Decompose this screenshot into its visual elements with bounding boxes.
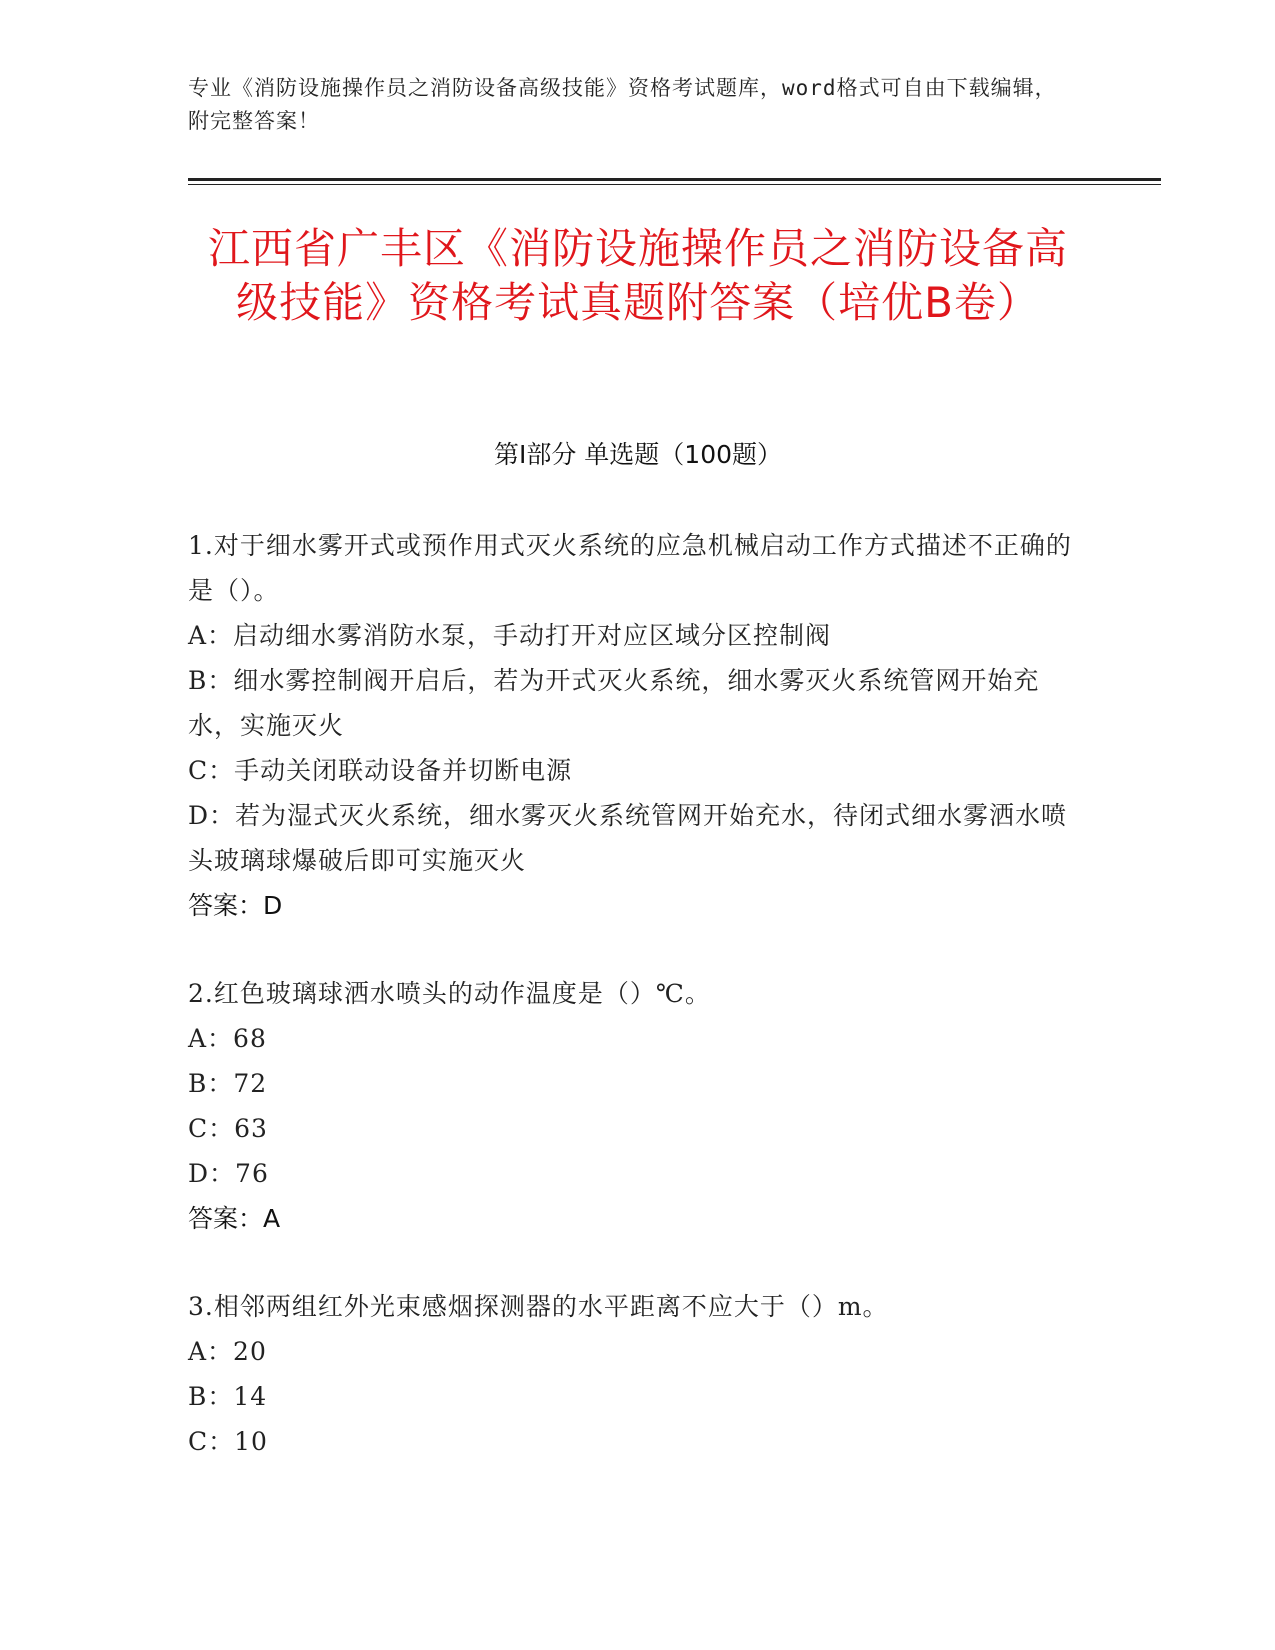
- question-list: [188, 523, 1088, 1507]
- option-c: C：手动关闭联动设备并切断电源: [188, 756, 573, 785]
- question-2: [188, 971, 1088, 1241]
- header-divider-thick: [188, 178, 1161, 181]
- option-c: C：63: [188, 1114, 268, 1143]
- question-stem: 2.红色玻璃球洒水喷头的动作温度是（）℃。: [188, 979, 711, 1008]
- option-a: A：20: [188, 1337, 267, 1366]
- option-b: B：72: [188, 1069, 268, 1098]
- question-stem: 3.相邻两组红外光束感烟探测器的水平距离不应大于（）m。: [188, 1292, 889, 1321]
- option-d: D：若为湿式灭火系统，细水雾灭火系统管网开始充水，待闭式细水雾洒水喷头玻璃球爆破后即可实施灭火: [188, 801, 1068, 875]
- question-3: [188, 1284, 1088, 1464]
- option-a: A：68: [188, 1024, 267, 1053]
- option-b: B：细水雾控制阀开启后，若为开式灭火系统，细水雾灭火系统管网开始充水，实施灭火: [188, 666, 1040, 740]
- answer: 答案：A: [188, 1204, 281, 1233]
- header-note: 专业《消防设施操作员之消防设备高级技能》资格考试题库，word格式可自由下载编辑，附完整答案！: [188, 76, 1057, 133]
- answer: 答案：D: [188, 891, 283, 920]
- section-heading: 第Ⅰ部分 单选题（100题）: [493, 440, 783, 469]
- document-title: 江西省广丰区《消防设施操作员之消防设备高级技能》资格考试真题附答案（培优B卷）: [207, 224, 1068, 327]
- question-1: [188, 523, 1088, 928]
- option-d: D：76: [188, 1159, 269, 1188]
- option-b: B：14: [188, 1382, 268, 1411]
- option-a: A：启动细水雾消防水泵，手动打开对应区域分区控制阀: [188, 621, 832, 650]
- option-c: C：10: [188, 1427, 268, 1456]
- header-divider-thin: [188, 184, 1161, 185]
- question-stem: 1.对于细水雾开式或预作用式灭火系统的应急机械启动工作方式描述不正确的是（）。: [188, 531, 1072, 605]
